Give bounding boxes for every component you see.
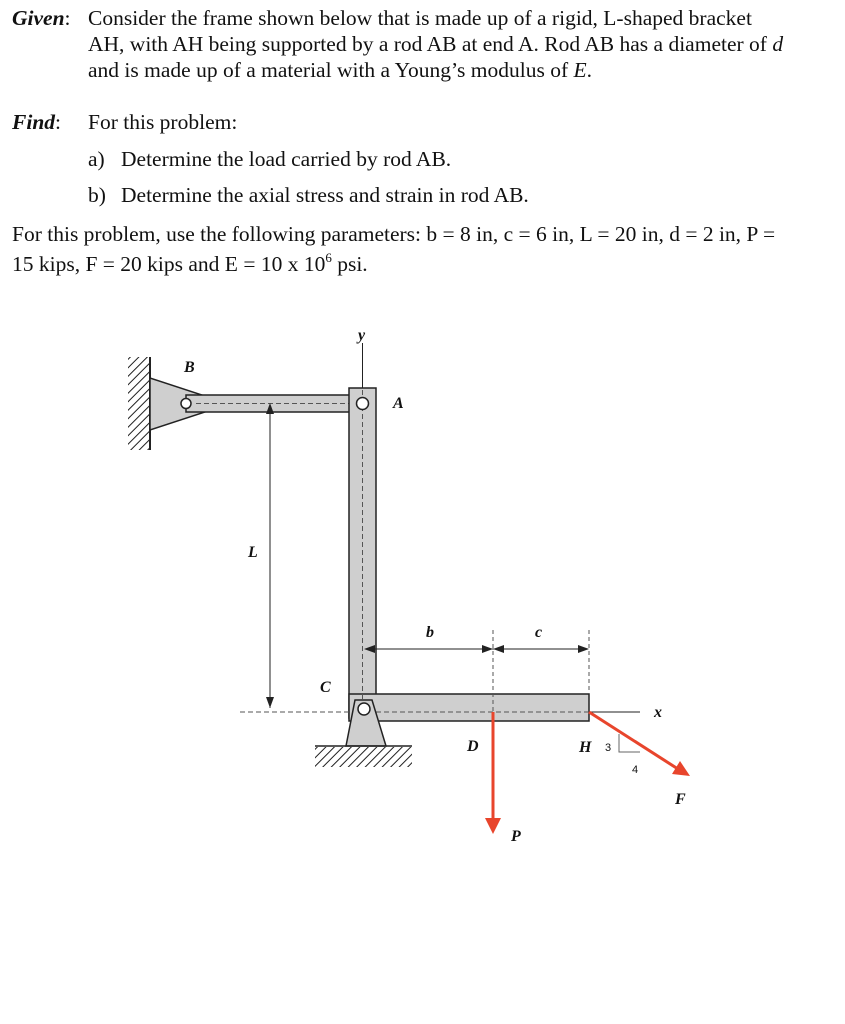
dim-c-arrow-right <box>578 645 589 653</box>
given-text-1: Consider the frame shown below that is made up of a rigid, L-shaped bracket <box>88 6 752 30</box>
label-H: H <box>579 739 592 756</box>
label-P: P <box>511 828 521 845</box>
pin-B <box>181 399 191 409</box>
given-var-d: d <box>772 32 784 56</box>
label-y: y <box>358 327 366 344</box>
given-line-1: Given: Consider the frame shown below that is made up of a rigid, L-shaped bracket <box>12 6 752 30</box>
ground-hatch <box>315 747 412 767</box>
find-intro: For this problem: <box>88 110 238 134</box>
given-var-E: E <box>573 58 587 82</box>
find-part-a-text: Determine the load carried by rod AB. <box>121 147 452 171</box>
given-line-3 <box>88 58 592 83</box>
given-text-2: AH, with AH being supported by a rod AB at end A. Rod AB has a diameter of <box>88 32 767 56</box>
given-text-3: and is made up of a material with a Young’s modulus of <box>88 58 569 82</box>
given-label: Given <box>12 6 65 30</box>
label-x: x <box>654 704 662 721</box>
given-period: . <box>586 58 592 82</box>
label-slope-run: 4 <box>632 764 639 776</box>
find-part-b-marker: b) <box>88 183 106 207</box>
load-P-arrowhead <box>485 818 501 834</box>
frame-diagram <box>0 300 845 860</box>
find-part-b <box>88 183 529 208</box>
find-part-a <box>88 147 452 172</box>
params-suffix: psi. <box>331 252 368 276</box>
dim-b-arrow-right <box>482 645 493 653</box>
params-exponent: 6 <box>325 250 332 265</box>
label-A: A <box>393 395 404 412</box>
label-c: c <box>535 624 543 641</box>
label-slope-rise: 3 <box>605 742 612 754</box>
params-line-2 <box>12 252 368 277</box>
params-line-1: For this problem, use the following parameters: b = 8 in, c = 6 in, L = 20 in, d = 2 in, P = <box>12 222 776 246</box>
label-C: C <box>320 679 331 696</box>
dim-c-arrow-left <box>493 645 504 653</box>
given-line-2 <box>88 32 783 57</box>
load-F-arrow-shaft <box>589 712 678 769</box>
dim-L-arrow-bottom <box>266 697 274 708</box>
label-B: B <box>184 359 195 376</box>
bracket-horizontal <box>349 694 589 721</box>
params-text-2: 15 kips, F = 20 kips and E = 10 x 10 <box>12 252 326 276</box>
pin-C <box>358 703 370 715</box>
find-label: Find <box>12 110 56 134</box>
label-D: D <box>467 738 479 755</box>
label-F: F <box>675 791 686 808</box>
label-b: b <box>426 624 434 641</box>
find-part-b-text: Determine the axial stress and strain in rod AB. <box>121 183 529 207</box>
label-L: L <box>248 544 258 561</box>
find-line: Find: For this problem: <box>12 110 238 134</box>
wall-hatch <box>128 357 150 450</box>
find-part-a-marker: a) <box>88 147 105 171</box>
pin-A <box>357 398 369 410</box>
